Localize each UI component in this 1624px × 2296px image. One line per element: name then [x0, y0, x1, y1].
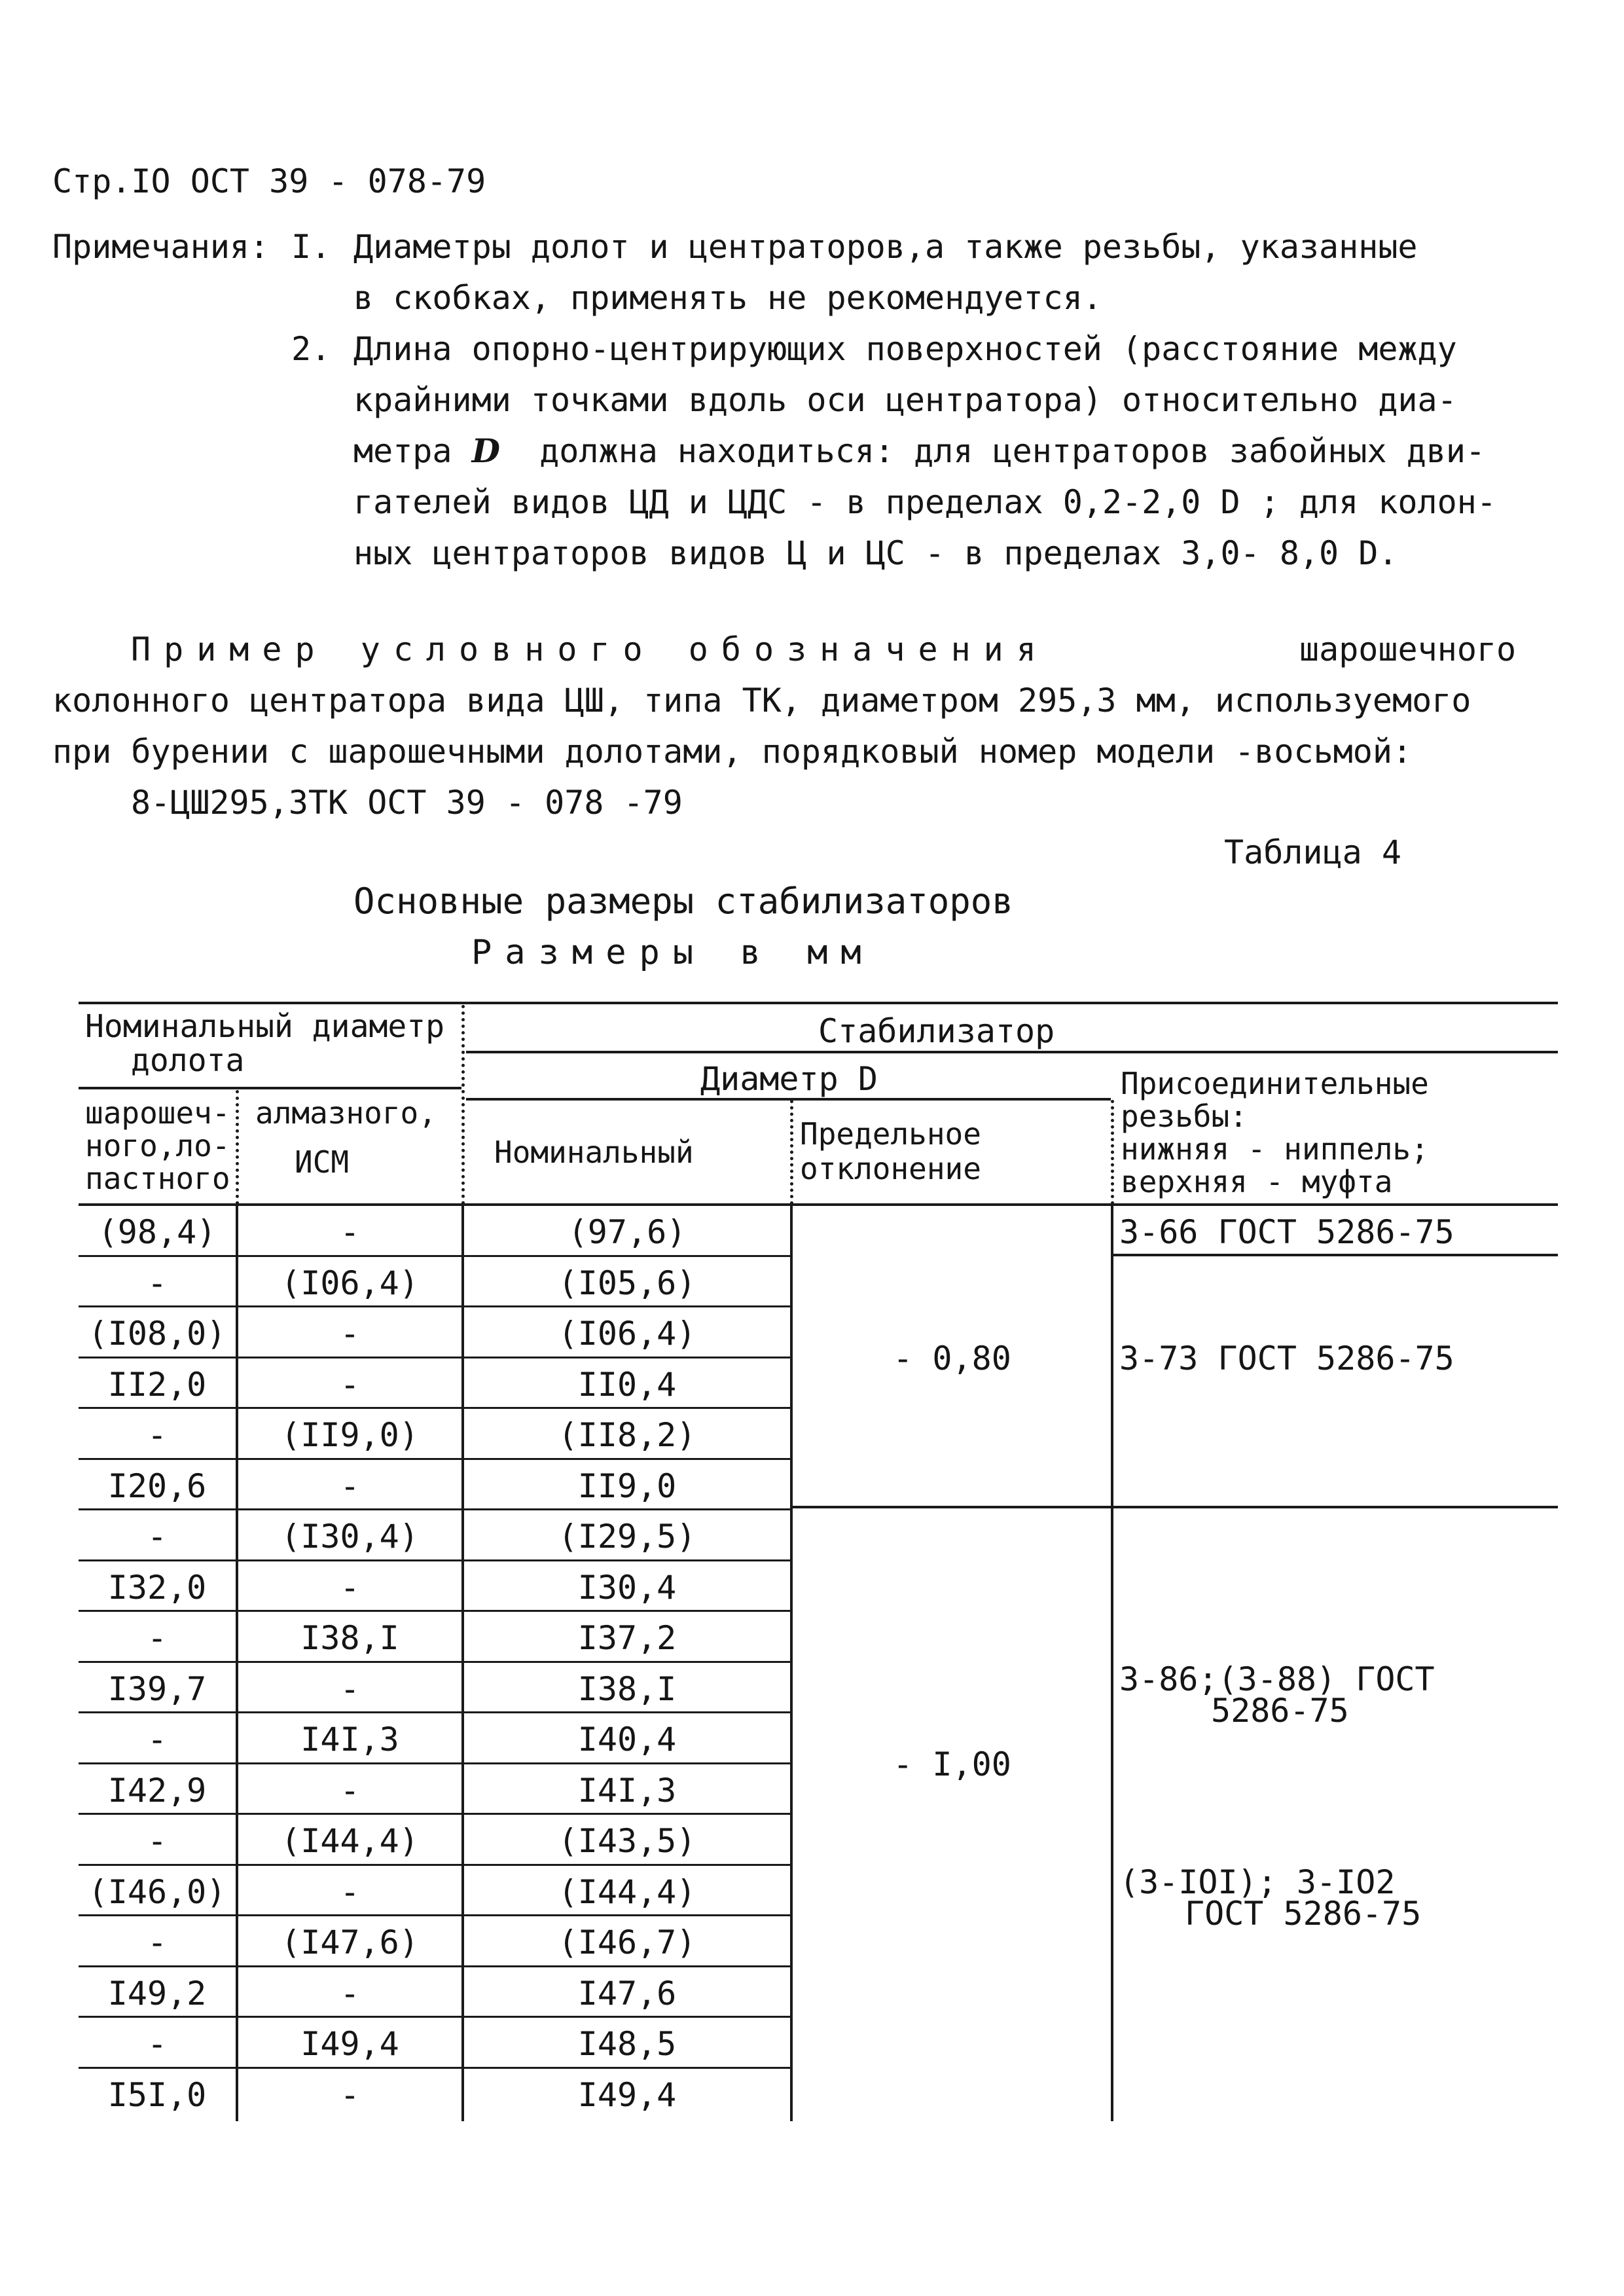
row-separator: [79, 1914, 791, 1916]
row-separator: [79, 1508, 791, 1510]
header-bottom-border: [79, 1203, 1558, 1206]
table-title: Основные размеры стабилизаторов: [353, 881, 1013, 922]
table-cell: -: [340, 1568, 360, 1607]
thread-2: З-73 ГОСТ 5286-75: [1119, 1339, 1454, 1377]
table-cell: (I44,4): [558, 1872, 696, 1911]
deviation-group-1: - 0,80: [893, 1339, 1011, 1377]
thread-3-line-2: 5286-75: [1211, 1692, 1349, 1730]
note-2-line-5: ных центраторов видов Ц и ЦС - в пределах 3,0- 8,0 D.: [353, 534, 1398, 572]
table-cell: I38,I: [577, 1669, 677, 1708]
table-cell: (II8,2): [558, 1416, 696, 1454]
table-cell: (I06,4): [281, 1264, 419, 1302]
table-cell: -: [147, 1264, 168, 1302]
note-2-number: 2.: [291, 330, 331, 368]
table-cell: I49,4: [577, 2075, 677, 2114]
table-cell: (I06,4): [558, 1315, 696, 1353]
table-cell: II9,0: [577, 1467, 677, 1505]
header-deviation-2: отклонение: [800, 1151, 981, 1186]
note-2-line-3a: метра: [353, 432, 452, 470]
deviation-group-2: - I,00: [893, 1745, 1011, 1783]
table-cell: I20,6: [107, 1467, 207, 1505]
header-connection-2: резьбы:: [1121, 1099, 1248, 1134]
header-connection-4: верхняя - муфта: [1121, 1164, 1393, 1199]
table-cell: -: [147, 2025, 168, 2063]
row-separator: [79, 1357, 791, 1358]
table-top-border: [79, 1002, 1558, 1004]
thread-3-line-1: З-86;(З-88) ГОСТ: [1119, 1660, 1435, 1698]
table-cell: I37,2: [577, 1619, 677, 1657]
example-line-2: колонного центратора вида ЦШ, типа ТК, диаметром 295,3 мм, используемого: [52, 682, 1471, 720]
table-cell: (98,4): [98, 1213, 217, 1251]
table-cell: (I47,6): [281, 1923, 419, 1961]
row-separator: [79, 1305, 791, 1307]
table-cell: I4I,3: [300, 1721, 399, 1758]
note-2-line-3: [353, 427, 1485, 475]
header-nominal: Номинальный диаметр: [85, 1008, 445, 1045]
thread-4-line-2: ГОСТ 5286-75: [1185, 1895, 1422, 1933]
table-cell: -: [147, 1822, 168, 1860]
table-units: Размеры в мм: [471, 933, 875, 972]
thread-4-line-1: (З-IOI); З-IO2: [1119, 1863, 1396, 1901]
row-separator: [79, 2016, 791, 2018]
table-cell: -: [340, 1771, 360, 1810]
table-cell: (I08,0): [88, 1315, 226, 1353]
header-bit: долота: [131, 1042, 245, 1079]
table-cell: -: [340, 1669, 360, 1708]
table-cell: -: [340, 1213, 360, 1251]
row-separator: [79, 1407, 791, 1409]
row-separator: [79, 1610, 791, 1612]
example-spaced-heading: Пример условного обозначения: [131, 630, 1049, 668]
row-separator: [79, 1711, 791, 1713]
header-roller-3: пастного: [85, 1161, 230, 1196]
table-cell: (II9,0): [281, 1416, 419, 1454]
table-cell: -: [147, 1518, 168, 1556]
bit-underline: [79, 1087, 461, 1089]
table-cell: I32,0: [107, 1568, 207, 1607]
header-connection-1: Присоединительные: [1121, 1066, 1429, 1101]
table-cell: I39,7: [107, 1669, 207, 1708]
table-cell: (I30,4): [281, 1518, 419, 1556]
table-cell: (97,6): [568, 1213, 687, 1251]
table-cell: I48,5: [577, 2025, 677, 2063]
header-diamond-2: ИСМ: [295, 1144, 350, 1180]
row-separator: [79, 1965, 791, 1967]
header-stabilizer: Стабилизатор: [818, 1012, 1055, 1050]
table-cell: (I43,5): [558, 1822, 696, 1860]
stabilizer-underline: [466, 1051, 1558, 1053]
table-cell: I30,4: [577, 1568, 677, 1607]
notes-label: Примечания:: [52, 228, 270, 266]
note-1-line-1: Диаметры долот и центраторов,а также резьбы, указанные: [353, 228, 1418, 266]
table-cell: I47,6: [577, 1974, 677, 2013]
header-divider-4: [1111, 1100, 1114, 1205]
page-header: Стр.IO ОСТ 39 - 078-79: [52, 162, 486, 200]
example-line-3: при бурении с шарошечными долотами, порядковый номер модели -восьмой:: [52, 733, 1413, 771]
header-diameter: Диаметр D: [700, 1060, 878, 1098]
group-separator: [792, 1506, 1558, 1508]
thread-separator-1: [1113, 1254, 1558, 1256]
table-cell: (I05,6): [558, 1264, 696, 1302]
table-cell: II0,4: [577, 1365, 677, 1404]
row-separator: [79, 1864, 791, 1866]
table-cell: (I46,0): [88, 1872, 226, 1911]
note-1-number: I.: [291, 228, 331, 266]
header-divider-2: [236, 1090, 239, 1205]
note-2-line-1: Длина опорно-центрирующих поверхностей (расстояние между: [353, 330, 1457, 368]
table-cell: (I44,4): [281, 1822, 419, 1860]
table-cell: -: [147, 1923, 168, 1961]
row-separator: [79, 2067, 791, 2069]
table-label: Таблица 4: [1224, 833, 1401, 871]
header-roller-2: ного,ло-: [85, 1128, 230, 1163]
table-cell: -: [340, 1467, 360, 1505]
table-cell: I5I,0: [107, 2075, 207, 2114]
row-separator: [79, 1255, 791, 1257]
note-2-line-3b: должна находиться: для центраторов забойных дви-: [539, 432, 1486, 470]
note-2-line-2: крайними точками вдоль оси центратора) относительно диа-: [353, 381, 1457, 419]
note-1-line-2: в скобках, применять не рекомендуется.: [353, 279, 1102, 317]
diameter-underline: [466, 1098, 1111, 1101]
row-separator: [79, 1813, 791, 1815]
table-cell: (I46,7): [558, 1923, 696, 1961]
table-cell: II2,0: [107, 1365, 207, 1404]
diameter-symbol: D: [471, 431, 500, 470]
table-cell: I4I,3: [577, 1771, 677, 1810]
table-cell: -: [147, 1721, 168, 1758]
header-divider-1: [461, 1005, 465, 1205]
row-separator: [79, 1661, 791, 1663]
example-line-1-rest: шарошечного: [1299, 630, 1517, 668]
header-nominal-diameter: Номинальный: [494, 1135, 694, 1170]
table-cell: -: [340, 1974, 360, 2013]
thread-1: З-66 ГОСТ 5286-75: [1119, 1213, 1454, 1251]
row-separator: [79, 1559, 791, 1561]
header-deviation-1: Предельное: [800, 1116, 981, 1152]
row-separator: [79, 1458, 791, 1460]
table-cell: I49,2: [107, 1974, 207, 2013]
note-2-line-4: гателей видов ЦД и ЦДС - в пределах 0,2-2,0 D ; для колон-: [353, 483, 1496, 521]
example-designation: 8-ЦШ295,3ТК ОСТ 39 - 078 -79: [131, 784, 683, 822]
col-divider-4: [1111, 1203, 1113, 2121]
table-cell: I40,4: [577, 1721, 677, 1758]
table-cell: -: [147, 1619, 168, 1657]
table-cell: -: [340, 1365, 360, 1404]
header-diamond-1: алмазного,: [255, 1095, 437, 1131]
header-roller-1: шарошеч-: [85, 1095, 230, 1131]
row-separator: [79, 1762, 791, 1764]
table-cell: -: [340, 1872, 360, 1911]
table-cell: I38,I: [300, 1619, 399, 1657]
table-cell: -: [147, 1416, 168, 1454]
header-divider-3: [790, 1100, 793, 1205]
table-cell: I49,4: [300, 2025, 399, 2063]
table-cell: -: [340, 2075, 360, 2114]
table-cell: I42,9: [107, 1771, 207, 1810]
table-cell: (I29,5): [558, 1518, 696, 1556]
table-cell: -: [340, 1315, 360, 1353]
header-connection-3: нижняя - ниппель;: [1121, 1131, 1429, 1167]
